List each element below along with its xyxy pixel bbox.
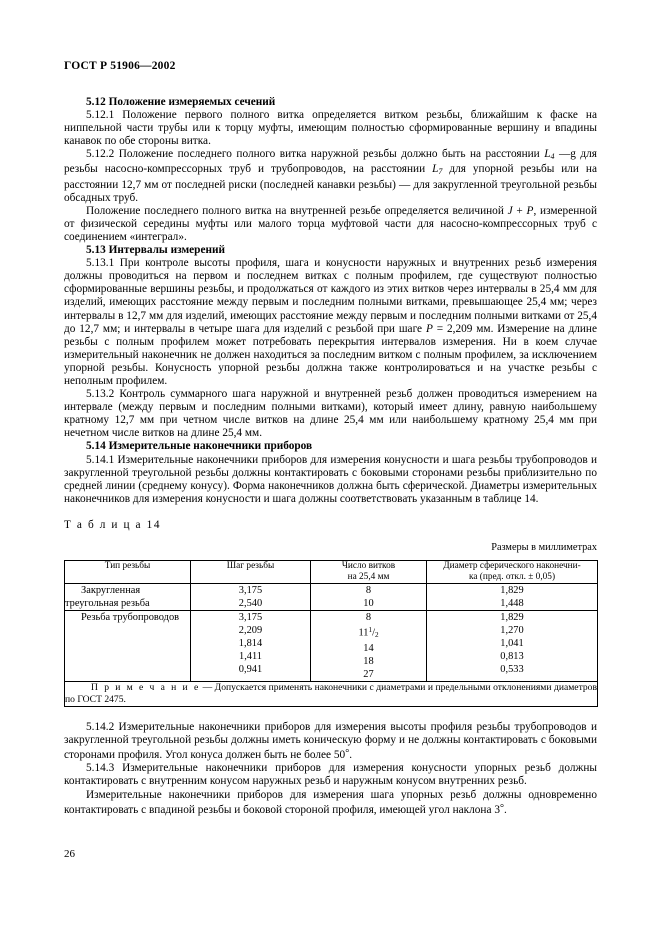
cell-diameter-values [427, 611, 598, 682]
turns-value: 27 [363, 669, 374, 681]
degree-symbol: ° [345, 748, 350, 760]
pitch-value: 1,411 [239, 651, 262, 663]
section-heading-5-13: 5.13 Интервалы измерений [86, 244, 225, 257]
variable-J: J [507, 204, 513, 217]
turns-value: 10 [363, 598, 374, 610]
cell-diameter-values [427, 584, 598, 611]
section-heading-5-14: 5.14 Измерительные наконечники приборов [86, 440, 313, 453]
table-row [65, 584, 598, 611]
header-cell-turns: Число витков на 25,4 мм [311, 561, 427, 584]
paragraph-5-13-1: 5.13.1 При контроле высоты профиля, шага и конусности наружных и внутренних резьб измерения должны проводиться на первом и последнем витках с полным профилем, где существуют полностью сформированные вершины резьбы, и продолжаться от каждого из этих витков через интервалы в 25,4 мм для изделий, имеющих расстояние между первым и последним полными витками, превышающее 25,4 мм; через интервалы в 12,7 мм для изделий, имеющих расстояние между первым и последним полными витками от 25,4 до 12,7 мм; и интервалы в четыре шага для изделий с резьбой при шаге P = 2,209 мм. Измерение на длине резьбы с полным профилем может потребовать перекрытия интервалов измерения. Ни в коем случае измерительный наконечник не должен находиться за последним витком с полным профилем, за исключением упорной резьбы. Конусность упорной резьбы должна также контролироваться и на участке резьбы с неполным профилем. [64, 257, 597, 387]
turns-value: 8 [365, 585, 372, 597]
turns-value-fraction: $11^1/_2$ [358, 626, 379, 640]
post-table-paragraphs [64, 721, 597, 817]
paragraph-5-12-2: 5.12.2 Положение последнего полного витка наружной резьбы должно быть на расстоянии $L_4$ —g для резьбы насосно-компрессорных труб и трубопроводов, на расстоянии $L_7$ для упорной резьбы или на расстоянии 12,7 мм от последней риски (последней канавки резьбы) — для закругленной треугольной резьбы обсадных труб. [64, 148, 597, 204]
table-header-row [65, 561, 598, 584]
turns-value: 18 [363, 656, 374, 668]
paragraph-5-12-1: 5.12.1 Положение первого полного витка определяется витком резьбы, ближайшим к фаске на ниппельной части трубы или к торцу муфты, имеющим полностью сформированные вершину и впадины канавок по обе стороны витка. [64, 109, 597, 148]
pitch-value: 3,175 [238, 612, 263, 624]
page-number: 26 [64, 848, 75, 860]
note-text: — Допускается применять наконечники с диаметрами и предельными отклонениями диаметров по ГОСТ 2475. [65, 682, 597, 706]
variable-P: P [526, 204, 534, 217]
paragraph-5-14-1: 5.14.1 Измерительные наконечники приборов для измерения конусности и шага резьбы трубопроводов и закругленной треугольной резьбы должны контактировать с боковыми сторонами резьбы приблизительно по средней линии (среднему конусу). Форма наконечников должна быть сферической. Диаметры измерительных наконечников для измерения конусности и шага должны соответствовать указанным в таблице 14. [64, 453, 597, 505]
thread-type-label: Закругленная треугольная резьба [65, 585, 150, 610]
cell-pitch-values [191, 611, 311, 682]
standard-header: ГОСТ Р 51906—2002 [64, 60, 176, 72]
section-heading-5-12: 5.12 Положение измеряемых сечений [86, 96, 276, 108]
paragraph-5-12-3: Положение последнего полного витка на внутренней резьбе определяется величиной J + P, измеренной от физической середины муфты или малого торца муфтовой части для насосно-компрессорных труб с соединением «интеграл». [64, 204, 597, 243]
pitch-value: 2,540 [238, 598, 263, 610]
header-cell-pitch: Шаг резьбы [191, 561, 311, 584]
table-caption: Т а б л и ц а 14 [64, 518, 162, 531]
cell-table-note [65, 682, 598, 707]
note-label: П р и м е ч а н и е [91, 682, 201, 694]
variable-P-pitch: P [425, 322, 433, 335]
paragraph-5-14-3-cont: Измерительные наконечники приборов для измерения шага упорных резьб должны одновременно контактировать с впадиной резьбы и боковой стороной профиля, имеющей угол наклона 3°. [64, 788, 597, 816]
cell-turns-values [311, 584, 427, 611]
diameter-value: 1,829 [500, 585, 524, 597]
diameter-value: 1,448 [500, 598, 524, 610]
turns-value: 14 [363, 643, 374, 655]
degree-symbol: ° [499, 802, 504, 814]
variable-L4: $L_4$ [544, 148, 555, 162]
table-units-note: Размеры в миллиметрах [491, 542, 597, 553]
diameter-value: 1,270 [500, 625, 524, 637]
header-cell-thread-type: Тип резьбы [65, 561, 191, 584]
pitch-value: 0,941 [238, 664, 263, 676]
diameter-value: 1,829 [500, 612, 524, 624]
table-14 [64, 560, 598, 707]
table-note-row [65, 682, 598, 707]
variable-L7: $L_7$ [432, 163, 443, 177]
cell-thread-type [65, 611, 191, 682]
cell-turns-values [311, 611, 427, 682]
thread-type-label: Резьба трубопроводов [81, 612, 180, 624]
paragraph-5-13-2: 5.13.2 Контроль суммарного шага наружной и внутренней резьб должен проводиться измерением на интервале (между первым и последним полными витками), который имеет длину, равную наибольшему кратному 12,7 мм при четном числе витков на длине 25,4 мм или наибольшему кратному 25,4 мм при нечетном числе витков на длине 25,4 мм. [64, 388, 597, 440]
pitch-value: 3,175 [238, 585, 263, 597]
diameter-value: 0,813 [500, 651, 524, 663]
paragraph-5-14-3: 5.14.3 Измерительные наконечники приборов для измерения конусности упорных резьб должны контактировать с внутренним конусом наружных резьб и наружным конусом внутренних резьб. [64, 762, 597, 788]
paragraph-5-14-2: 5.14.2 Измерительные наконечники приборов для измерения высоты профиля резьбы трубопроводов и закругленной треугольной резьбы должны иметь коническую форму и не должны контактировать с боковыми сторонами профиля. Угол конуса должен быть не более 50°. [64, 721, 597, 762]
cell-pitch-values [191, 584, 311, 611]
diameter-value: 0,533 [500, 664, 524, 676]
table-row [65, 611, 598, 682]
turns-value: 8 [365, 612, 372, 624]
header-cell-diameter: Диаметр сферического наконечни- ка (пред. откл. ± 0,05) [427, 561, 598, 584]
pitch-value: 2,209 [238, 625, 263, 637]
document-body [64, 96, 597, 817]
pitch-value: 1,814 [238, 638, 263, 650]
cell-thread-type [65, 584, 191, 611]
diameter-value: 1,041 [500, 638, 524, 650]
